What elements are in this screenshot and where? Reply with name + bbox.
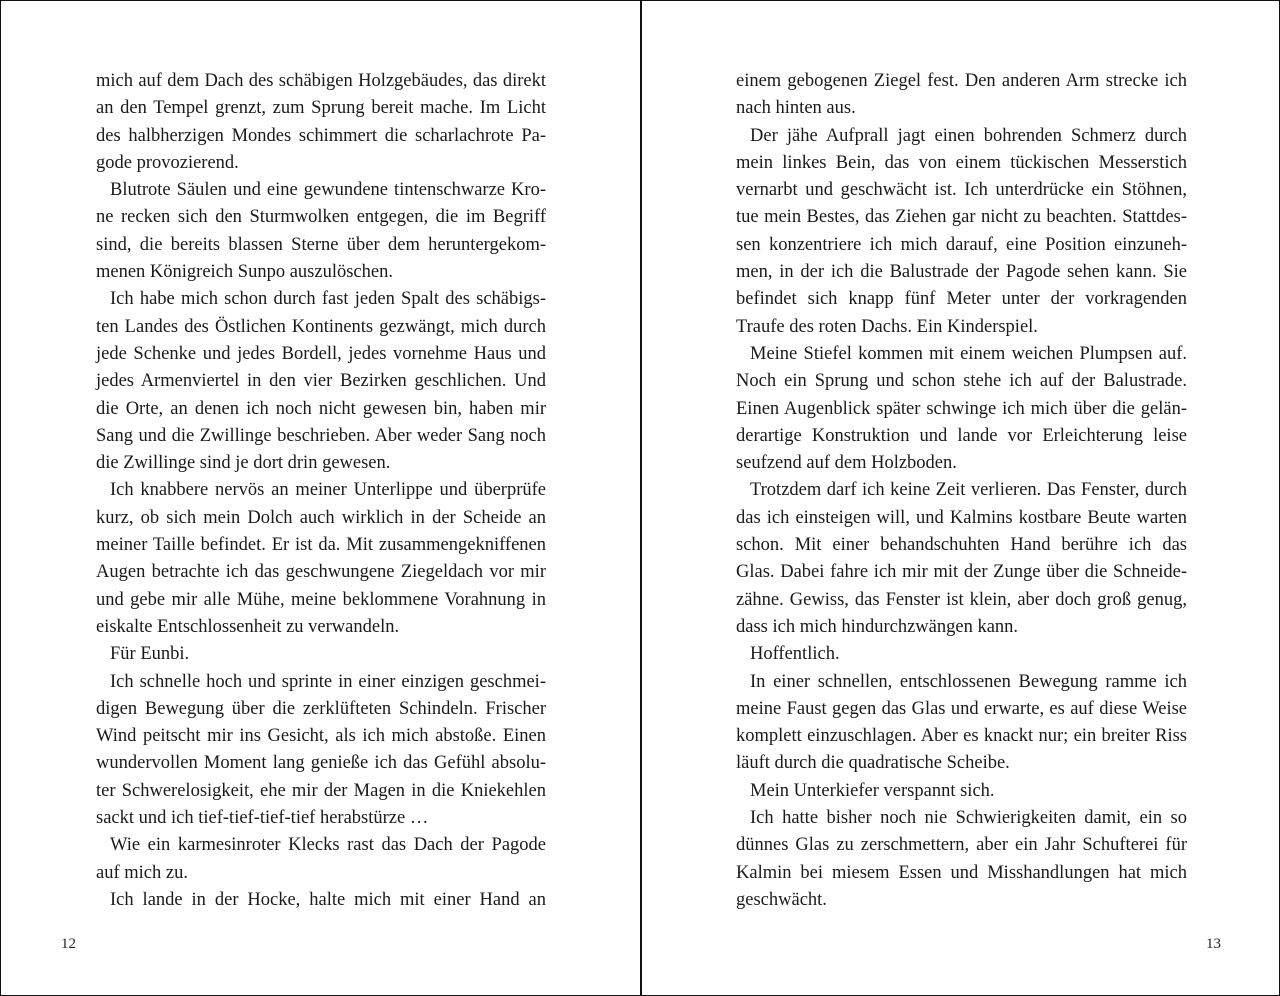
text-line: ter Schwerelosigkeit, ehe mir der Magen in die Kniekehlen [96,780,546,801]
text-line: jedes Armenviertel in den vier Bezirken geschlichen. Und [96,371,546,392]
text-line: meine Faust gegen das Glas und erwarte, es auf diese Weise [736,698,1187,719]
text-line: digen Bewegung über die zerklüfteten Schindeln. Frischer [96,698,546,719]
text-line: Hoffentlich. [750,644,840,665]
text-line: Einen Augenblick später schwinge ich mich über die gelän- [736,398,1187,419]
text-line: und gebe mir alle Mühe, meine beklommene Vorahnung in [96,589,546,610]
text-line: an den Tempel grenzt, zum Sprung bereit mache. Im Licht [96,98,546,119]
right-page [642,1,1280,995]
text-line: mein linkes Bein, das von einem tückischen Messerstich [736,152,1187,173]
text-line: menen Königreich Sunpo auszulöschen. [96,262,393,283]
text-line: Für Eunbi. [110,644,190,665]
text-line: Augen betrachte ich das geschwungene Ziegeldach vor mir [96,562,546,583]
text-line: geschwächt. [736,889,827,910]
text-line: Sang und die Zwillinge beschrieben. Aber weder Sang noch [96,425,546,446]
text-line: Mein Unterkiefer verspannt sich. [750,780,995,801]
text-line: Glas. Dabei fahre ich mir mit der Zunge über die Schneide- [736,562,1187,583]
text-line: Wind peitscht mir ins Gesicht, als ich mich abstoße. Einen [96,726,546,747]
text-line: Ich schnelle hoch und sprinte in einer einzigen geschmei- [110,671,546,692]
text-line: dass ich mich hindurchzwängen kann. [736,616,1019,637]
text-line: Trotzdem darf ich keine Zeit verlieren. Das Fenster, durch [750,480,1187,501]
text-line: eiskalte Entschlossenheit zu verwandeln. [96,616,400,637]
left-page-number: 12 [61,936,76,952]
text-line: auf mich zu. [96,862,188,883]
text-line: meiner Taille befindet. Er ist da. Mit zusammengekniffenen [96,535,546,556]
text-line: In einer schnellen, entschlossenen Bewegung ramme ich [750,671,1187,692]
text-line: derartige Konstruktion und lande vor Erleichterung leise [736,425,1187,446]
text-line: Wie ein karmesinroter Klecks rast das Dach der Pagode [110,835,546,856]
text-line: schon. Mit einer behandschuhten Hand berühre ich das [736,535,1187,556]
right-page-number: 13 [1206,936,1221,952]
text-line: nach hinten aus. [736,98,856,119]
text-line: dünnes Glas zu zerschmettern, aber ein Jahr Schufterei für [736,835,1187,856]
text-line: Noch ein Sprung und schon stehe ich auf der Balustrade. [736,371,1187,392]
text-line: die Zwillinge sind je dort drin gewesen. [96,453,391,474]
text-line: Kalmin bei miesem Essen und Misshandlungen hat mich [736,862,1187,883]
text-line: ten Landes des Östlichen Kontinents gezwängt, mich durch [96,316,546,337]
text-line: komplett einzuschlagen. Aber es knackt nur; ein breiter Riss [736,726,1187,747]
text-line: gode provozierend. [96,152,239,173]
text-line: einem gebogenen Ziegel fest. Den anderen Arm strecke ich [736,71,1187,91]
text-line: Ich hatte bisher noch nie Schwierigkeiten damit, ein so [750,808,1187,829]
text-line: mich auf dem Dach des schäbigen Holzgebäudes, das direkt [96,71,546,91]
text-line: jede Schenke und jedes Bordell, jedes vornehme Haus und [96,343,546,364]
text-line: Blutrote Säulen und eine gewundene tintenschwarze Kro- [110,180,546,201]
text-line: kurz, ob sich mein Dolch auch wirklich in der Scheide an [96,507,546,528]
text-line: zähne. Gewiss, das Fenster ist klein, aber doch groß genug, [736,589,1187,610]
text-line: seufzend auf dem Holzboden. [736,453,957,474]
text-line: sen konzentriere ich mich darauf, eine Position einzuneh- [736,234,1187,255]
text-line: läuft durch die quadratische Scheibe. [736,753,1010,774]
text-line: Traufe des roten Dachs. Ein Kinderspiel. [736,316,1038,337]
text-line: men, in der ich die Balustrade der Pagode sehen kann. Sie [736,262,1187,283]
text-line: sind, die bereits blassen Sterne über dem heruntergekom- [96,234,546,255]
left-page-body [96,68,546,914]
text-line: das ich einsteigen will, und Kalmins kostbare Beute warten [736,507,1187,528]
text-line: Der jähe Aufprall jagt einen bohrenden Schmerz durch [750,125,1187,146]
text-line: Ich knabbere nervös an meiner Unterlippe und überprüfe [110,480,546,501]
right-page-body [736,68,1187,914]
left-page [1,1,640,995]
text-line: befindet sich knapp fünf Meter unter der vorkragenden [736,289,1187,310]
text-line: des halbherzigen Mondes schimmert die scharlachrote Pa- [96,125,546,146]
text-line: Ich lande in der Hocke, halte mich mit einer Hand an [110,889,546,910]
text-line: tue mein Bestes, das Ziehen gar nicht zu beachten. Stattdes- [736,207,1187,228]
text-line: vernarbt und geschwächt ist. Ich unterdrücke ein Stöhnen, [736,180,1187,201]
text-line: Ich habe mich schon durch fast jeden Spalt des schäbigs- [110,289,546,310]
text-line: die Orte, an denen ich noch nicht gewesen bin, haben mir [96,398,546,419]
text-line: ne recken sich den Sturmwolken entgegen, die im Begriff [96,207,546,228]
text-line: sackt und ich tief-tief-tief-tief herabstürze … [96,808,429,829]
text-line: Meine Stiefel kommen mit einem weichen Plumpsen auf. [750,343,1187,364]
text-line: wundervollen Moment lang genieße ich das Gefühl absolu- [96,753,546,774]
